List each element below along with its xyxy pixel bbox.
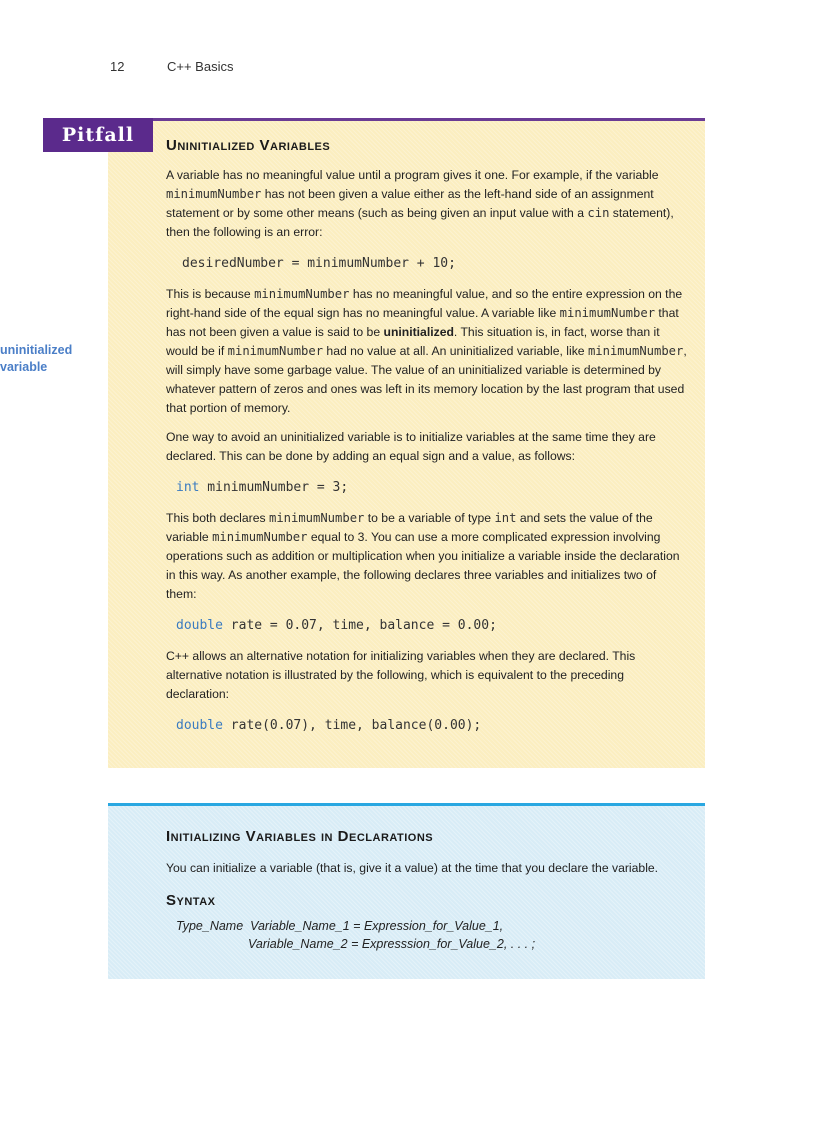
paragraph-5: C++ allows an alternative notation for initializing variables when they are declared. This alternative notation is illustrated by the following, which is equivalent to the preceding declaration: bbox=[166, 649, 636, 701]
margin-note bbox=[0, 342, 100, 376]
margin-note-line-1: uninitialized bbox=[0, 343, 73, 357]
code-example-3: double rate = 0.07, time, balance = 0.00; bbox=[176, 618, 497, 633]
init-box-intro: You can initialize a variable (that is, give it a value) at the time that you declare the variable. bbox=[166, 861, 659, 875]
paragraph-1: A variable has no meaningful value until a program gives it one. For example, if the variable minimumNumber has not been given a value either as the left-hand side of an assignment statement or by some other means (such as being given an input value with a cin statement), then the following is an error: bbox=[166, 168, 674, 239]
syntax-line-1: Type_Name Variable_Name_1 = Expression_for_Value_1, bbox=[176, 919, 504, 933]
code-example-4: double rate(0.07), time, balance(0.00); bbox=[176, 718, 482, 733]
paragraph-4: This both declares minimumNumber to be a variable of type int and sets the value of the variable minimumNumber equal to 3. You can use a more complicated expression involving operations such as addition or multiplication when you initialize a variable inside the declaration in this way. As another example, the following declares three variables and initializes two of them: bbox=[166, 511, 680, 601]
init-box-heading: Initializing Variables in Declarations bbox=[166, 828, 434, 845]
code-example-1: desiredNumber = minimumNumber + 10; bbox=[182, 256, 456, 271]
pitfall-label: Pitfall bbox=[43, 118, 153, 152]
term-uninitialized: uninitialized bbox=[383, 325, 454, 339]
running-title: C++ Basics bbox=[167, 59, 234, 74]
pitfall-content bbox=[166, 137, 688, 733]
syntax-heading: Syntax bbox=[166, 892, 216, 909]
paragraph-2: This is because minimumNumber has no meaningful value, and so the entire expression on the right-hand side of the equal sign has no meaningful value. A variable like minimumNumber that has not been given a value is said to be uninitialized. This situation is, in fact, worse than it would be if minimumNumber had no value at all. An uninitialized variable, like minimumNumber, will simply have some garbage value. The value of an uninitialized variable is determined by whatever pattern of zeros and ones was left in its memory location by the last program that used that portion of memory. bbox=[166, 287, 687, 415]
init-box-content bbox=[166, 828, 688, 951]
initializing-variables-box bbox=[108, 803, 705, 979]
syntax-line-2: Variable_Name_2 = Expresssion_for_Value_2, . . . ; bbox=[248, 937, 536, 951]
pitfall-heading: Uninitialized Variables bbox=[166, 137, 331, 154]
margin-note-line-2: variable bbox=[0, 360, 48, 374]
paragraph-3: One way to avoid an uninitialized variable is to initialize variables at the same time they are declared. This can be done by adding an equal sign and a value, as follows: bbox=[166, 430, 656, 463]
code-example-2: int minimumNumber = 3; bbox=[176, 480, 349, 495]
pitfall-box bbox=[108, 118, 705, 768]
page-number: 12 bbox=[110, 59, 125, 74]
